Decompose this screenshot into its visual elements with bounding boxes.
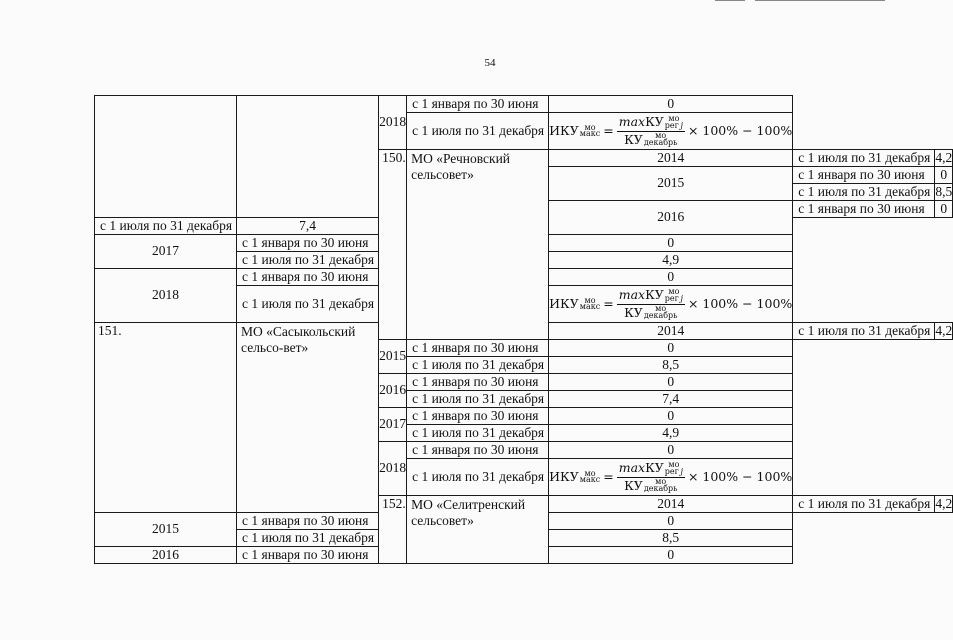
table-row [95, 96, 953, 113]
period-cell: с 1 июля по 31 декабря [407, 459, 549, 496]
period-cell: с 1 января по 30 июня [407, 340, 549, 357]
municipality-name: МО «Селитренский сельсовет» [407, 496, 549, 564]
formula-fraction [617, 288, 685, 320]
period-cell: с 1 января по 30 июня [793, 201, 935, 218]
year-cell: 2014 [549, 150, 793, 167]
year-cell: 2015 [549, 167, 793, 201]
formula-denominator: КУ мо декабрь [624, 304, 678, 320]
year-cell: 2018 [379, 442, 407, 496]
period-cell: с 1 января по 30 июня [237, 235, 379, 252]
value-cell: 4,2 [935, 495, 953, 511]
formula-fraction [617, 115, 685, 147]
value-cell: 0 [935, 201, 953, 218]
period-cell: с 1 июля по 31 декабря [793, 323, 935, 340]
year-cell: 2015 [95, 513, 237, 547]
formula-fraction [617, 461, 685, 493]
period-cell: с 1 июля по 31 декабря [793, 184, 935, 201]
period-cell: с 1 января по 30 июня [407, 96, 549, 113]
value-cell: 8,5 [549, 530, 793, 547]
value-cell: 0 [549, 235, 793, 252]
period-cell: с 1 июля по 31 декабря [95, 218, 237, 235]
formula-equals: = [603, 296, 614, 312]
formula-denominator: КУ мо декабрь [624, 131, 678, 147]
formula [549, 288, 792, 320]
period-cell: с 1 января по 30 июня [237, 269, 379, 286]
year-cell: 2016 [549, 201, 793, 235]
period-cell: с 1 июля по 31 декабря [407, 425, 549, 442]
value-cell: 0 [549, 374, 793, 391]
period-cell: с 1 января по 30 июня [407, 374, 549, 391]
formula-tail: × 100% − 100% [687, 469, 793, 485]
formula-cell [549, 459, 793, 496]
value-cell: 0 [935, 167, 953, 184]
formula-denominator: КУ мо декабрь [624, 477, 678, 493]
formula-equals: = [603, 123, 614, 139]
formula-lhs: ИКУ мо макс [549, 295, 601, 312]
value-cell: 0 [549, 547, 793, 564]
formula-numerator: maxКУ мо рег j [618, 113, 683, 130]
year-cell: 2014 [549, 496, 793, 513]
period-cell: с 1 июля по 31 декабря [237, 530, 379, 547]
period-cell: с 1 июля по 31 декабря [237, 252, 379, 269]
period-cell: с 1 января по 30 июня [237, 513, 379, 530]
formula-cell [549, 113, 793, 150]
year-cell: 2016 [379, 374, 407, 408]
municipality-name: МО «Сасыкольский сельсо-вет» [237, 323, 379, 513]
formula-numerator: maxКУ мо рег j [618, 459, 683, 476]
municipality-name [237, 96, 379, 218]
period-cell: с 1 января по 30 июня [407, 442, 549, 459]
value-cell: 4,2 [935, 322, 953, 338]
formula-cell [549, 286, 793, 323]
value-cell: 7,4 [549, 391, 793, 408]
year-cell: 2014 [549, 323, 793, 340]
formula-tail: × 100% − 100% [687, 296, 793, 312]
value-cell: 0 [549, 269, 793, 286]
formula [549, 115, 792, 147]
formula-numerator: maxКУ мо рег j [618, 286, 683, 303]
value-cell: 4,9 [549, 252, 793, 269]
table-body [95, 96, 953, 564]
period-cell: с 1 июля по 31 декабря [793, 150, 935, 167]
year-cell: 2017 [95, 235, 237, 269]
formula-lhs: ИКУ мо макс [549, 122, 601, 139]
value-cell: 4,9 [549, 425, 793, 442]
value-cell: 8,5 [549, 357, 793, 374]
value-cell: 0 [549, 513, 793, 530]
period-cell: с 1 января по 30 июня [237, 547, 379, 564]
row-number: 150. [379, 150, 407, 340]
period-cell: с 1 января по 30 июня [793, 167, 935, 184]
period-cell: с 1 января по 30 июня [407, 408, 549, 425]
value-cell: 0 [549, 340, 793, 357]
data-table [94, 95, 953, 564]
row-number: 152. [379, 496, 407, 564]
year-cell: 2018 [379, 96, 407, 150]
row-number: 151. [95, 323, 237, 513]
value-cell: 7,4 [237, 218, 379, 235]
year-cell: 2015 [379, 340, 407, 374]
period-cell: с 1 июля по 31 декабря [407, 391, 549, 408]
period-cell: с 1 июля по 31 декабря [407, 357, 549, 374]
formula-lhs: ИКУ мо макс [549, 468, 601, 485]
year-cell: 2016 [95, 547, 237, 564]
row-number [95, 96, 237, 218]
municipality-name: МО «Речновский сельсовет» [407, 150, 549, 340]
value-cell: 0 [549, 96, 793, 113]
value-cell: 4,2 [935, 149, 953, 165]
scan-marks [715, 0, 885, 2]
formula-tail: × 100% − 100% [687, 123, 793, 139]
value-cell: 0 [549, 442, 793, 459]
period-cell: с 1 июля по 31 декабря [407, 113, 549, 150]
period-cell: с 1 июля по 31 декабря [237, 286, 379, 323]
formula-equals: = [603, 469, 614, 485]
formula [549, 461, 792, 493]
period-cell: с 1 июля по 31 декабря [793, 496, 935, 513]
year-cell: 2017 [379, 408, 407, 442]
value-cell: 8,5 [935, 183, 953, 199]
year-cell: 2018 [95, 269, 237, 323]
value-cell: 0 [549, 408, 793, 425]
page-number: 54 [484, 57, 496, 69]
